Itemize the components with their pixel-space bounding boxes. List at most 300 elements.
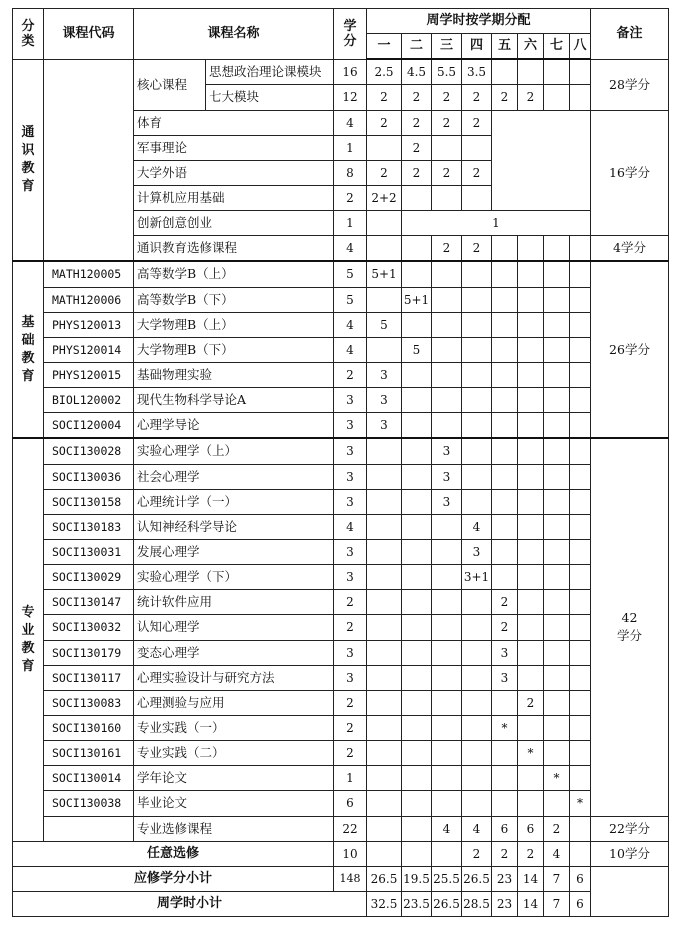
basic-row-2-sem-7 xyxy=(544,312,570,337)
weekly-total-sem-3: 26.5 xyxy=(432,891,462,916)
major-elective-code-blank xyxy=(44,816,134,841)
general-sem-3 xyxy=(432,135,462,160)
header-credit-text: 学分 xyxy=(343,18,357,49)
core-row-1-sem-5: 2 xyxy=(492,85,518,110)
major-row-8-sem-2 xyxy=(402,640,432,665)
major-row-12-sem-8 xyxy=(570,741,591,766)
basic-row-6-sem-6 xyxy=(518,413,544,439)
basic-row-2-sem-2 xyxy=(402,312,432,337)
major-row-8-sem-1 xyxy=(367,640,402,665)
major-row-4-sem-7 xyxy=(544,539,570,564)
basic-row-1-sem-4 xyxy=(462,287,492,312)
major-row-2-sem-5 xyxy=(492,489,518,514)
course-code: SOCI120004 xyxy=(44,413,134,439)
course-name: 心理实验设计与研究方法 xyxy=(134,665,334,690)
course-name: 统计软件应用 xyxy=(134,590,334,615)
subtotal-sem-8: 6 xyxy=(570,866,591,891)
core-row-1-sem-4: 2 xyxy=(462,85,492,110)
general-elective-sem-1 xyxy=(367,236,402,262)
basic-row-0-sem-5 xyxy=(492,261,518,287)
major-row-12-sem-3 xyxy=(432,741,462,766)
curriculum-table xyxy=(12,8,669,917)
major-row-14-sem-4 xyxy=(462,791,492,816)
course-code: SOCI130028 xyxy=(44,438,134,464)
major-row-10-sem-5 xyxy=(492,690,518,715)
basic-row-5-sem-5 xyxy=(492,388,518,413)
major-row-9-sem-7 xyxy=(544,665,570,690)
major-row-3-sem-8 xyxy=(570,514,591,539)
course-code: SOCI130158 xyxy=(44,489,134,514)
header-category xyxy=(13,9,44,60)
major-row-13-sem-4 xyxy=(462,766,492,791)
major-elective-credit: 22 xyxy=(334,816,367,841)
course-credit: 2 xyxy=(334,690,367,715)
general-sem-1: 2+2 xyxy=(367,185,402,210)
major-row-1-sem-1 xyxy=(367,464,402,489)
header-weekly: 周学时按学期分配 xyxy=(367,9,591,34)
core-row-0-sem-4: 3.5 xyxy=(462,59,492,85)
course-name: 实验心理学（下） xyxy=(134,565,334,590)
subtotal-sem-5: 23 xyxy=(492,866,518,891)
major-row-6-sem-6 xyxy=(518,590,544,615)
weekly-total-sem-6: 14 xyxy=(518,891,544,916)
major-row-3-sem-4: 4 xyxy=(462,514,492,539)
major-row-9-sem-5: 3 xyxy=(492,665,518,690)
core-course-label: 核心课程 xyxy=(134,59,206,110)
major-row-7-sem-5: 2 xyxy=(492,615,518,640)
course-code: PHYS120013 xyxy=(44,312,134,337)
general-course-credit: 1 xyxy=(334,135,367,160)
major-row-0-sem-5 xyxy=(492,438,518,464)
major-row-4-sem-3 xyxy=(432,539,462,564)
major-row-12-sem-1 xyxy=(367,741,402,766)
major-row-1-sem-5 xyxy=(492,464,518,489)
basic-row-6-sem-7 xyxy=(544,413,570,439)
general-sem-5-8-blank xyxy=(492,110,591,211)
general-sem-1: 2 xyxy=(367,110,402,135)
free-elective-sem-7: 4 xyxy=(544,841,570,866)
major-row-0-sem-3: 3 xyxy=(432,438,462,464)
basic-row-1-sem-7 xyxy=(544,287,570,312)
major-row-1-sem-3: 3 xyxy=(432,464,462,489)
subtotal-remark-blank xyxy=(591,866,669,916)
major-row-3-sem-1 xyxy=(367,514,402,539)
general-sem-2 xyxy=(402,185,432,210)
free-elective-sem-3 xyxy=(432,841,462,866)
general-course-name: 军事理论 xyxy=(134,135,334,160)
major-row-1-sem-4 xyxy=(462,464,492,489)
major-row-0-sem-4 xyxy=(462,438,492,464)
major-row-3-sem-2 xyxy=(402,514,432,539)
course-credit: 3 xyxy=(334,388,367,413)
core-row-0-sem-2: 4.5 xyxy=(402,59,432,85)
major-elective-sem-5: 6 xyxy=(492,816,518,841)
course-credit: 2 xyxy=(334,362,367,387)
general-elective-sem-3: 2 xyxy=(432,236,462,262)
basic-row-1-sem-1 xyxy=(367,287,402,312)
major-row-14-sem-2 xyxy=(402,791,432,816)
major-row-3-sem-6 xyxy=(518,514,544,539)
basic-row-0-sem-8 xyxy=(570,261,591,287)
general-course-name: 体育 xyxy=(134,110,334,135)
major-row-0-sem-6 xyxy=(518,438,544,464)
major-elective-sem-7: 2 xyxy=(544,816,570,841)
basic-row-0-sem-1: 5+1 xyxy=(367,261,402,287)
major-row-12-sem-5 xyxy=(492,741,518,766)
basic-row-4-sem-2 xyxy=(402,362,432,387)
course-code: SOCI130083 xyxy=(44,690,134,715)
course-code: MATH120006 xyxy=(44,287,134,312)
major-row-9-sem-6 xyxy=(518,665,544,690)
course-name: 基础物理实验 xyxy=(134,362,334,387)
header-semester-4: 四 xyxy=(462,34,492,60)
course-credit: 2 xyxy=(334,615,367,640)
course-name: 学年论文 xyxy=(134,766,334,791)
basic-row-5-sem-8 xyxy=(570,388,591,413)
general-elective-name: 通识教育选修课程 xyxy=(134,236,334,262)
major-row-10-sem-2 xyxy=(402,690,432,715)
course-name: 心理测验与应用 xyxy=(134,690,334,715)
major-row-1-sem-6 xyxy=(518,464,544,489)
major-row-5-sem-1 xyxy=(367,565,402,590)
major-row-9-sem-3 xyxy=(432,665,462,690)
basic-row-5-sem-1: 3 xyxy=(367,388,402,413)
basic-row-4-sem-6 xyxy=(518,362,544,387)
basic-row-5-sem-6 xyxy=(518,388,544,413)
core-row-0-sem-5 xyxy=(492,59,518,85)
basic-row-2-sem-1: 5 xyxy=(367,312,402,337)
subtotal-sem-2: 19.5 xyxy=(402,866,432,891)
core-row-0-sem-3: 5.5 xyxy=(432,59,462,85)
subtotal-label: 应修学分小计 xyxy=(13,866,334,891)
major-row-9-sem-4 xyxy=(462,665,492,690)
course-code: SOCI130160 xyxy=(44,715,134,740)
major-row-11-sem-6 xyxy=(518,715,544,740)
major-row-13-sem-7: * xyxy=(544,766,570,791)
core-row-1-sem-7 xyxy=(544,85,570,110)
basic-remark: 26学分 xyxy=(591,261,669,438)
header-semester-3: 三 xyxy=(432,34,462,60)
course-credit: 4 xyxy=(334,514,367,539)
course-name: 社会心理学 xyxy=(134,464,334,489)
major-row-5-sem-3 xyxy=(432,565,462,590)
basic-row-2-sem-4 xyxy=(462,312,492,337)
course-code: SOCI130161 xyxy=(44,741,134,766)
major-row-14-sem-8: * xyxy=(570,791,591,816)
major-row-4-sem-2 xyxy=(402,539,432,564)
basic-row-1-sem-2: 5+1 xyxy=(402,287,432,312)
major-row-8-sem-4 xyxy=(462,640,492,665)
basic-row-1-sem-8 xyxy=(570,287,591,312)
major-row-6-sem-3 xyxy=(432,590,462,615)
basic-row-4-sem-5 xyxy=(492,362,518,387)
course-name: 认知神经科学导论 xyxy=(134,514,334,539)
basic-row-4-sem-7 xyxy=(544,362,570,387)
course-name: 实验心理学（上） xyxy=(134,438,334,464)
course-name: 现代生物科学导论A xyxy=(134,388,334,413)
basic-row-3-sem-4 xyxy=(462,337,492,362)
basic-row-1-sem-6 xyxy=(518,287,544,312)
core-row-name: 七大模块 xyxy=(206,85,334,110)
course-code: SOCI130029 xyxy=(44,565,134,590)
general-code-blank xyxy=(44,59,134,261)
major-row-5-sem-7 xyxy=(544,565,570,590)
section-major-label: 专业教育 xyxy=(21,605,35,675)
general-elective-sem-6 xyxy=(518,236,544,262)
major-row-11-sem-5: * xyxy=(492,715,518,740)
header-category-text: 分类 xyxy=(21,18,35,49)
major-row-5-sem-5 xyxy=(492,565,518,590)
course-name: 大学物理B（下） xyxy=(134,337,334,362)
major-row-10-sem-4 xyxy=(462,690,492,715)
weekly-total-sem-7: 7 xyxy=(544,891,570,916)
subtotal-sem-3: 25.5 xyxy=(432,866,462,891)
general-sem-4 xyxy=(462,135,492,160)
course-name: 毕业论文 xyxy=(134,791,334,816)
general-course-name: 计算机应用基础 xyxy=(134,185,334,210)
header-code: 课程代码 xyxy=(44,9,134,60)
header-credit xyxy=(334,9,367,60)
course-credit: 3 xyxy=(334,565,367,590)
course-credit: 2 xyxy=(334,741,367,766)
header-semester-8: 八 xyxy=(570,34,591,60)
major-row-1-sem-8 xyxy=(570,464,591,489)
basic-row-5-sem-3 xyxy=(432,388,462,413)
basic-row-0-sem-6 xyxy=(518,261,544,287)
major-row-1-sem-2 xyxy=(402,464,432,489)
course-code: SOCI130038 xyxy=(44,791,134,816)
major-row-7-sem-1 xyxy=(367,615,402,640)
weekly-total-sem-1: 32.5 xyxy=(367,891,402,916)
core-row-0-sem-1: 2.5 xyxy=(367,59,402,85)
free-elective-credit: 10 xyxy=(334,841,367,866)
major-row-11-sem-7 xyxy=(544,715,570,740)
header-semester-1: 一 xyxy=(367,34,402,60)
major-row-8-sem-8 xyxy=(570,640,591,665)
general-sem-4 xyxy=(462,185,492,210)
course-code: MATH120005 xyxy=(44,261,134,287)
major-row-8-sem-5: 3 xyxy=(492,640,518,665)
major-elective-sem-1 xyxy=(367,816,402,841)
basic-row-5-sem-7 xyxy=(544,388,570,413)
core-row-name: 思想政治理论课模块 xyxy=(206,59,334,85)
section-basic xyxy=(13,261,44,438)
major-row-2-sem-3: 3 xyxy=(432,489,462,514)
general-elective-sem-2 xyxy=(402,236,432,262)
major-row-2-sem-1 xyxy=(367,489,402,514)
course-name: 专业实践（一） xyxy=(134,715,334,740)
major-elective-remark: 22学分 xyxy=(591,816,669,841)
course-code: PHYS120015 xyxy=(44,362,134,387)
course-code: SOCI130147 xyxy=(44,590,134,615)
course-name: 高等数学B（上） xyxy=(134,261,334,287)
basic-row-2-sem-8 xyxy=(570,312,591,337)
major-row-6-sem-7 xyxy=(544,590,570,615)
basic-row-1-sem-5 xyxy=(492,287,518,312)
course-credit: 3 xyxy=(334,464,367,489)
major-row-13-sem-6 xyxy=(518,766,544,791)
core-row-credit: 12 xyxy=(334,85,367,110)
basic-row-2-sem-5 xyxy=(492,312,518,337)
major-row-5-sem-6 xyxy=(518,565,544,590)
basic-row-5-sem-2 xyxy=(402,388,432,413)
course-credit: 3 xyxy=(334,438,367,464)
major-row-13-sem-3 xyxy=(432,766,462,791)
major-row-6-sem-4 xyxy=(462,590,492,615)
basic-row-3-sem-5 xyxy=(492,337,518,362)
basic-row-3-sem-3 xyxy=(432,337,462,362)
major-row-12-sem-7 xyxy=(544,741,570,766)
basic-row-2-sem-6 xyxy=(518,312,544,337)
core-row-0-sem-8 xyxy=(570,59,591,85)
basic-row-3-sem-7 xyxy=(544,337,570,362)
course-name: 大学物理B（上） xyxy=(134,312,334,337)
course-name: 心理学导论 xyxy=(134,413,334,439)
course-credit: 3 xyxy=(334,665,367,690)
header-remark: 备注 xyxy=(591,9,669,60)
course-credit: 4 xyxy=(334,337,367,362)
weekly-total-sem-5: 23 xyxy=(492,891,518,916)
major-row-12-sem-2 xyxy=(402,741,432,766)
basic-row-6-sem-5 xyxy=(492,413,518,439)
course-code: SOCI130179 xyxy=(44,640,134,665)
major-row-8-sem-3 xyxy=(432,640,462,665)
major-remark: 42 学分 xyxy=(591,438,669,816)
major-row-7-sem-7 xyxy=(544,615,570,640)
major-row-0-sem-8 xyxy=(570,438,591,464)
major-row-10-sem-6: 2 xyxy=(518,690,544,715)
course-code: PHYS120014 xyxy=(44,337,134,362)
subtotal-sem-1: 26.5 xyxy=(367,866,402,891)
course-credit: 3 xyxy=(334,539,367,564)
free-elective-sem-1 xyxy=(367,841,402,866)
major-row-13-sem-5 xyxy=(492,766,518,791)
course-credit: 2 xyxy=(334,715,367,740)
header-semester-7: 七 xyxy=(544,34,570,60)
major-row-9-sem-1 xyxy=(367,665,402,690)
core-remark: 28学分 xyxy=(591,59,669,110)
basic-row-3-sem-2: 5 xyxy=(402,337,432,362)
major-row-6-sem-8 xyxy=(570,590,591,615)
header-semester-6: 六 xyxy=(518,34,544,60)
major-row-13-sem-8 xyxy=(570,766,591,791)
course-name: 认知心理学 xyxy=(134,615,334,640)
section-major xyxy=(13,438,44,841)
basic-row-3-sem-6 xyxy=(518,337,544,362)
weekly-total-sem-4: 28.5 xyxy=(462,891,492,916)
course-name: 专业实践（二） xyxy=(134,741,334,766)
general-elective-sem-7 xyxy=(544,236,570,262)
major-row-12-sem-6: * xyxy=(518,741,544,766)
major-row-8-sem-6 xyxy=(518,640,544,665)
basic-row-6-sem-3 xyxy=(432,413,462,439)
basic-row-5-sem-4 xyxy=(462,388,492,413)
basic-row-2-sem-3 xyxy=(432,312,462,337)
major-row-5-sem-8 xyxy=(570,565,591,590)
major-row-14-sem-6 xyxy=(518,791,544,816)
course-code: SOCI130183 xyxy=(44,514,134,539)
major-row-13-sem-2 xyxy=(402,766,432,791)
major-row-10-sem-7 xyxy=(544,690,570,715)
general-course-credit: 4 xyxy=(334,110,367,135)
innovation-course-name: 创新创意创业 xyxy=(134,211,334,236)
general-elective-sem-4: 2 xyxy=(462,236,492,262)
course-credit: 3 xyxy=(334,489,367,514)
major-elective-name: 专业选修课程 xyxy=(134,816,334,841)
course-code: SOCI130032 xyxy=(44,615,134,640)
free-elective-label: 任意选修 xyxy=(13,841,334,866)
course-credit: 4 xyxy=(334,312,367,337)
major-row-13-sem-1 xyxy=(367,766,402,791)
section-general-label: 通识教育 xyxy=(21,125,35,195)
subtotal-sem-7: 7 xyxy=(544,866,570,891)
core-row-credit: 16 xyxy=(334,59,367,85)
general-sem-1 xyxy=(367,135,402,160)
basic-row-0-sem-2 xyxy=(402,261,432,287)
major-row-0-sem-7 xyxy=(544,438,570,464)
major-row-4-sem-5 xyxy=(492,539,518,564)
major-row-7-sem-8 xyxy=(570,615,591,640)
basic-row-0-sem-7 xyxy=(544,261,570,287)
course-name: 心理统计学（一） xyxy=(134,489,334,514)
major-row-5-sem-4: 3+1 xyxy=(462,565,492,590)
free-elective-sem-8 xyxy=(570,841,591,866)
free-elective-sem-4: 2 xyxy=(462,841,492,866)
core-row-1-sem-1: 2 xyxy=(367,85,402,110)
course-code: SOCI130117 xyxy=(44,665,134,690)
basic-row-6-sem-4 xyxy=(462,413,492,439)
course-name: 变态心理学 xyxy=(134,640,334,665)
basic-row-3-sem-8 xyxy=(570,337,591,362)
major-row-2-sem-6 xyxy=(518,489,544,514)
section-general xyxy=(13,59,44,261)
general-sem-3: 2 xyxy=(432,160,462,185)
major-row-14-sem-5 xyxy=(492,791,518,816)
course-credit: 5 xyxy=(334,287,367,312)
weekly-total-label: 周学时小计 xyxy=(13,891,367,916)
course-credit: 2 xyxy=(334,590,367,615)
major-row-4-sem-1 xyxy=(367,539,402,564)
major-row-6-sem-2 xyxy=(402,590,432,615)
major-row-11-sem-3 xyxy=(432,715,462,740)
course-credit: 3 xyxy=(334,413,367,439)
core-row-1-sem-8 xyxy=(570,85,591,110)
major-row-14-sem-7 xyxy=(544,791,570,816)
basic-row-0-sem-3 xyxy=(432,261,462,287)
major-row-7-sem-3 xyxy=(432,615,462,640)
course-name: 高等数学B（下） xyxy=(134,287,334,312)
general-sem-2: 2 xyxy=(402,135,432,160)
major-elective-sem-8 xyxy=(570,816,591,841)
major-row-6-sem-1 xyxy=(367,590,402,615)
major-row-10-sem-8 xyxy=(570,690,591,715)
major-row-11-sem-4 xyxy=(462,715,492,740)
header-semester-5: 五 xyxy=(492,34,518,60)
course-name: 发展心理学 xyxy=(134,539,334,564)
major-row-4-sem-4: 3 xyxy=(462,539,492,564)
major-row-7-sem-2 xyxy=(402,615,432,640)
major-row-2-sem-4 xyxy=(462,489,492,514)
general-sem-4: 2 xyxy=(462,110,492,135)
innovation-span-value: 1 xyxy=(402,211,591,236)
weekly-total-sem-8: 6 xyxy=(570,891,591,916)
general-sem-2: 2 xyxy=(402,110,432,135)
major-row-8-sem-7 xyxy=(544,640,570,665)
major-row-11-sem-2 xyxy=(402,715,432,740)
course-credit: 1 xyxy=(334,766,367,791)
major-row-4-sem-8 xyxy=(570,539,591,564)
basic-row-6-sem-2 xyxy=(402,413,432,439)
